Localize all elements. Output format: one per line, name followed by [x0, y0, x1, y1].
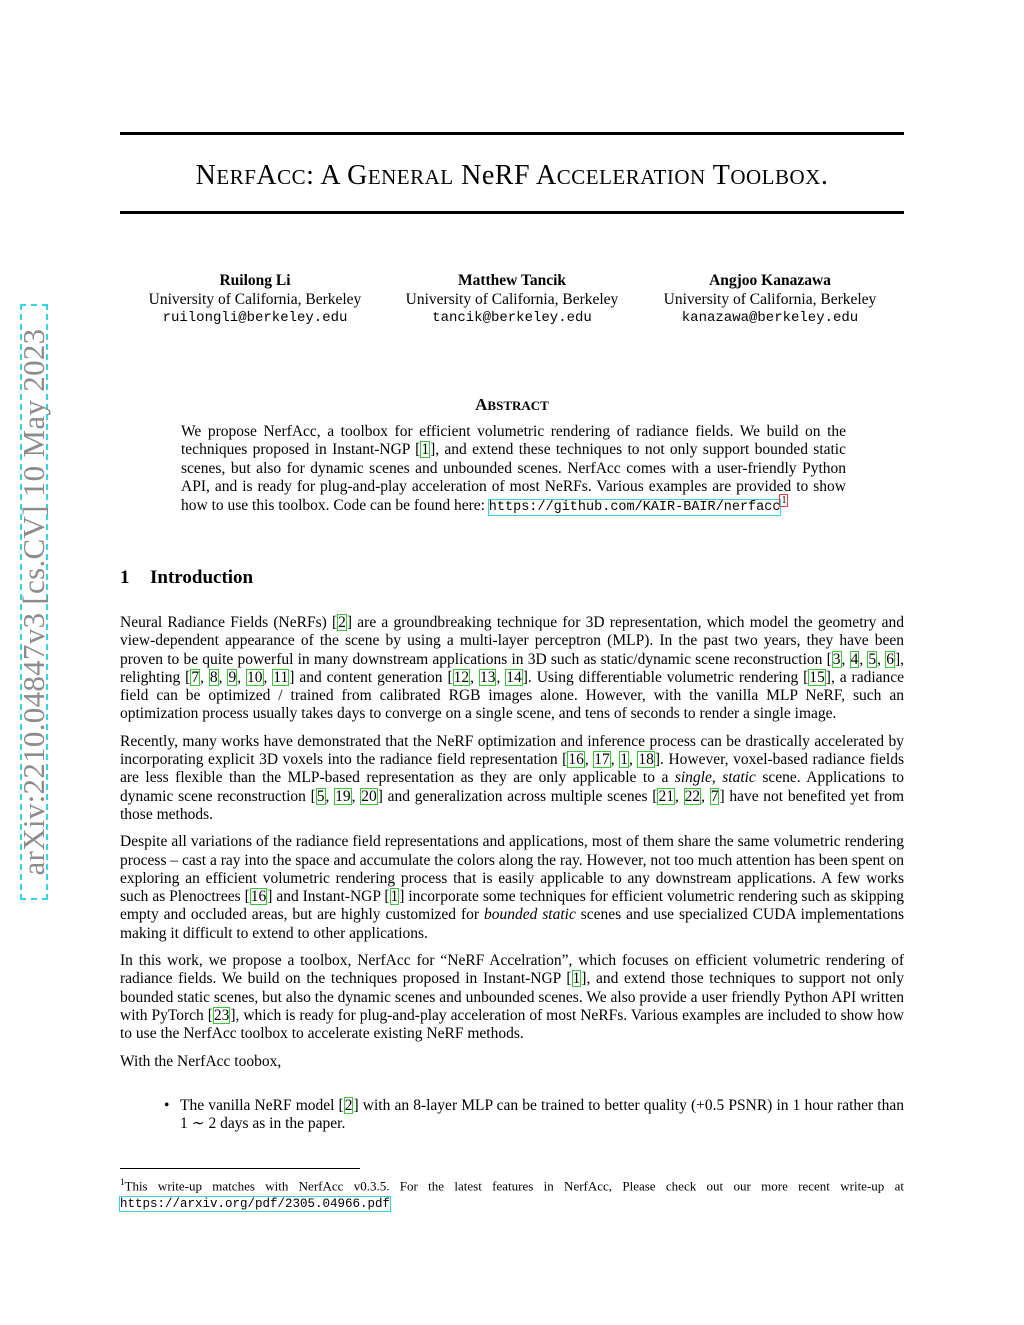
citation-link[interactable]: 16 [568, 751, 584, 769]
paragraph: Neural Radiance Fields (NeRFs) [2] are a groundbreaking technique for 3D representation, which model the geometry and view-dependent appearance of the scene by using a multi-layer perceptron (MLP). In the past two years, they have been proven to be quite powerful in many downstream applications in 3D such as static/dynamic scene reconstruction [3, 4, 5, 6], relighting [7, 8, 9, 10, 11] and content generation [12, 13, 14]. Using differentiable volumetric rendering [15], a radiance field can be optimized / trained from calibrated RGB images alone. However, with the vanilla MLP NeRF, such an optimization process usually takes days to converge on a single scene, and tens of seconds to render a single image. [120, 614, 905, 723]
paragraph: In this work, we propose a toolbox, NerfAcc for “NeRF Accelration”, which focuses on efficient volumetric rendering of radiance fields. We build on the techniques proposed in Instant-NGP [1], and extend those techniques to support not only bounded static scenes, but also the dynamic scenes and unbounded scenes. We also provide a user friendly Python API written with PyTorch [23], which is ready for plug-and-play acceleration of most NeRFs. Various examples are included to show how to use the NerfAcc toolbox to accelerate existing NeRF methods. [120, 952, 904, 1043]
citation-link[interactable]: 23 [213, 1006, 230, 1024]
title-bottom-rule [120, 211, 904, 214]
citation-link[interactable]: 5 [868, 650, 877, 668]
footnote-rule [120, 1168, 360, 1169]
arxiv-identifier: arXiv:2210.04847v3 [cs.CV] 10 May 2023 [16, 328, 51, 876]
arxiv-sidebar[interactable] [8, 290, 60, 914]
citation-link[interactable]: 1 [620, 751, 628, 769]
author-block [127, 272, 383, 328]
citation-link[interactable]: 3 [832, 650, 841, 668]
title-top-rule [120, 132, 904, 135]
author-email: kanazawa@berkeley.edu [681, 310, 859, 326]
citation-link[interactable]: 2 [344, 1096, 353, 1114]
paper-title: NERFACC: A GENERAL NeRF ACCELERATION TOOLBOX. [195, 160, 829, 191]
bullet-icon: • [164, 1096, 170, 1114]
abstract-heading: ABSTRACT [475, 395, 549, 414]
citation-link[interactable]: 1 [572, 970, 581, 988]
citation-link[interactable]: 8 [209, 668, 218, 686]
author-email: ruilongli@berkeley.edu [162, 310, 348, 326]
author-affiliation: University of California, Berkeley [148, 290, 362, 308]
abstract-text: We propose NerfAcc, a toolbox for efficient volumetric rendering of radiance fields. We build on the techniques proposed in Instant-NGP [1], and extend these techniques to not only support bounded static scenes, but also for dynamic scenes and unbounded scenes. NerfAcc comes with a user-friendly Python API, and is ready for plug-and-play acceleration of most NeRFs. Various examples are provided to show how to use this toolbox. Code can be found here: https://github.com/KAIR-BAIR/nerfacc$^1$ [181, 423, 846, 515]
citation-link[interactable]: 14 [506, 668, 522, 686]
citation-link[interactable]: 10 [247, 668, 263, 686]
citation-link[interactable]: 1 [421, 441, 430, 459]
citation-link[interactable]: 13 [479, 668, 496, 686]
section-title: Introduction [150, 567, 254, 588]
citation-link[interactable]: 18 [638, 751, 654, 769]
citation-link[interactable]: 2 [338, 614, 346, 631]
citation-link[interactable]: 15 [809, 668, 825, 686]
citation-link[interactable]: 19 [335, 787, 351, 805]
citation-link[interactable]: 9 [228, 668, 237, 686]
author-name: Matthew Tancik [457, 272, 567, 289]
citation-link[interactable]: 7 [710, 787, 719, 805]
author-name: Angjoo Kanazawa [709, 272, 831, 289]
author-block [642, 272, 898, 328]
citation-link[interactable]: 20 [361, 787, 377, 805]
arxiv-url-link[interactable]: https://arxiv.org/pdf/2305.04966.pdf [120, 1196, 391, 1211]
author-affiliation: University of California, Berkeley [405, 290, 619, 308]
citation-link[interactable]: 4 [850, 650, 859, 668]
paragraph: With the NerfAcc toobox, [120, 1052, 282, 1070]
footnote-mark: 1 [120, 1177, 125, 1187]
citation-link[interactable]: 21 [658, 787, 674, 805]
citation-link[interactable]: 7 [191, 668, 200, 686]
introduction-body [120, 614, 904, 1133]
list-item: • The vanilla NeRF model [2] with an 8-layer MLP can be trained to better quality (+0.5 PSNR) in 1 hour rather than 1 ∼ 2 days as in the paper. [164, 1096, 904, 1133]
citation-link[interactable]: 1 [390, 888, 399, 906]
paragraph: Recently, many works have demonstrated that the NeRF optimization and inference process can be drastically accelerated by incorporating explicit 3D voxels into the radiance field representation [16, 17, 1, 18]. However, voxel-based radiance fields are less flexible than the MLP-based representation as they are only applicable to a single, static scene. Applications to dynamic scene reconstruction [5, 19, 20] and generalization across multiple scenes [21, 22, 7] have not benefited yet from those methods. [120, 732, 905, 823]
paragraph: Despite all variations of the radiance field representations and applications, most of them share the same volumetric rendering process – cast a ray into the space and accumulate the colors along the ray. However, not too much attention has been spent on exploring an efficient volumetric rendering process that is easily applicable to any downstream applications. A few works such as Plenoctrees [16] and Instant-NGP [1] incorporate some techniques for efficient volumetric rendering such as skipping empty and occluded areas, but are highly customized for bounded static scenes and use specialized CUDA implementations making it difficult to extend to other applications. [120, 833, 904, 942]
author-block [384, 272, 640, 328]
citation-link[interactable]: 17 [594, 751, 610, 769]
section-heading [120, 567, 253, 589]
section-number: 1 [120, 567, 130, 588]
github-url-link[interactable]: https://github.com/KAIR-BAIR/nerfacc [488, 499, 781, 515]
citation-link[interactable]: 11 [273, 668, 289, 686]
footnote-ref-link[interactable]: 1 [781, 495, 787, 507]
footnote: $^1$This write-up matches with NerfAcc v0.3.5. For the latest features in NerfAcc, Please check out our more recent write-up at https://arxiv.org/pdf/2305.04966.pdf [120, 1177, 904, 1211]
citation-link[interactable]: 5 [316, 787, 325, 805]
bullet-list [120, 1097, 904, 1134]
author-name: Ruilong Li [219, 272, 291, 289]
citation-link[interactable]: 16 [250, 888, 267, 906]
author-email: tancik@berkeley.edu [432, 310, 592, 326]
citation-link[interactable]: 6 [886, 650, 894, 668]
citation-link[interactable]: 22 [684, 787, 701, 805]
citation-link[interactable]: 12 [453, 668, 470, 686]
author-affiliation: University of California, Berkeley [663, 290, 877, 308]
